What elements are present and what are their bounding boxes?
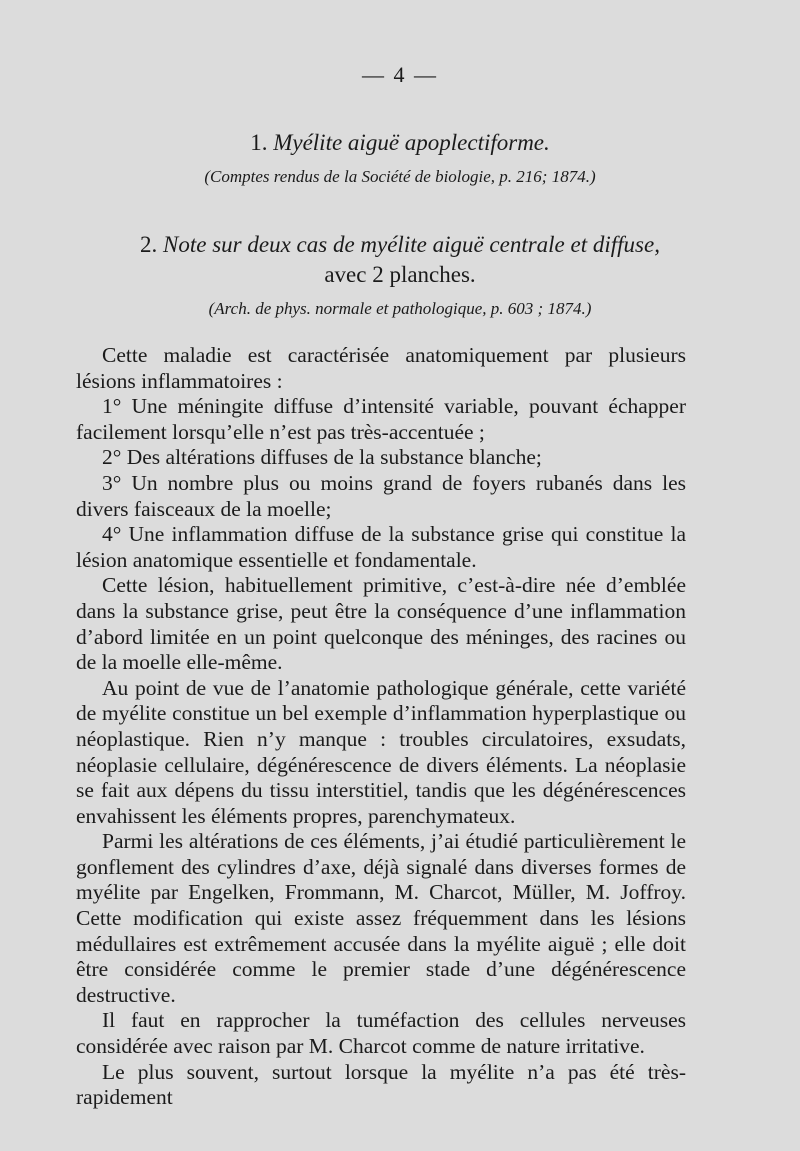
entry-1-number: 1.: [250, 130, 268, 155]
paragraph: 2° Des altérations diffuses de la substance blanche;: [102, 445, 542, 470]
paragraph: 1° Une méningite diffuse d’intensité variable, pouvant échapper facilement lorsqu’elle n’est pas très-accentuée ;: [76, 394, 686, 444]
publication-entry-2: [0, 230, 800, 322]
paragraph: Cette lésion, habituellement primitive, c’est-à-dire née d’emblée dans la substance grise, peut être la conséquence d’une inflammation d’abord limitée en un point quelconque des méninges, des racines ou de la moelle elle-même.: [76, 573, 686, 675]
entry-2-title: [0, 230, 800, 260]
publication-entry-1: [0, 128, 800, 190]
paragraph: Cette maladie est caractérisée anatomiquement par plusieurs lésions inflammatoires :: [76, 343, 686, 393]
entry-1-source: (Comptes rendus de la Société de biologie, p. 216; 1874.): [204, 167, 596, 186]
paragraph: Le plus souvent, surtout lorsque la myélite n’a pas été très-rapidement: [76, 1059, 686, 1110]
paragraph: Parmi les altérations de ces éléments, j’ai étudié particulièrement le gonflement des cylindres d’axe, déjà signalé dans diverses formes de myélite par Engelken, Frommann, M. Charcot, Müller, M. Joffroy. Cette modification qui existe assez fréquemment dans les lésions médullaires est extrêmement accusée dans la myélite aiguë ; elle doit être considérée comme le premier stade d’une dégénérescence destructive.: [76, 829, 686, 1007]
paragraph: 3° Un nombre plus ou moins grand de foyers rubanés dans les divers faisceaux de la moelle;: [76, 470, 686, 521]
paragraph: Au point de vue de l’anatomie pathologique générale, cette variété de myélite constitue un bel exemple d’inflammation hyperplastique ou néoplastique. Rien n’y manque : troubles circulatoires, exsudats, néoplasie cellulaire, dégénérescence de divers éléments. La néoplasie se fait aux dépens du tissu interstitiel, tandis que les dégénérescences envahissent les éléments propres, parenchymateux.: [76, 675, 686, 828]
entry-1-title: [0, 128, 800, 158]
page-number: — 4 —: [362, 62, 438, 87]
paragraph: Il faut en rapprocher la tuméfaction des cellules nerveuses considérée avec raison par M. Charcot comme de nature irritative.: [76, 1008, 686, 1059]
entry-1-title-text: Myélite aiguë apoplectiforme.: [273, 130, 550, 155]
entry-2-title-line2: avec 2 planches.: [324, 262, 476, 287]
body-text: [76, 343, 686, 1111]
entry-2-number: 2.: [140, 232, 158, 257]
entry-2-source: (Arch. de phys. normale et pathologique, p. 603 ; 1874.): [208, 299, 592, 318]
paragraph: 4° Une inflammation diffuse de la substance grise qui constitue la lésion anatomique essentielle et fondamentale.: [76, 522, 686, 572]
entry-2-title-text: Note sur deux cas de myélite aiguë centrale et diffuse,: [163, 232, 660, 257]
